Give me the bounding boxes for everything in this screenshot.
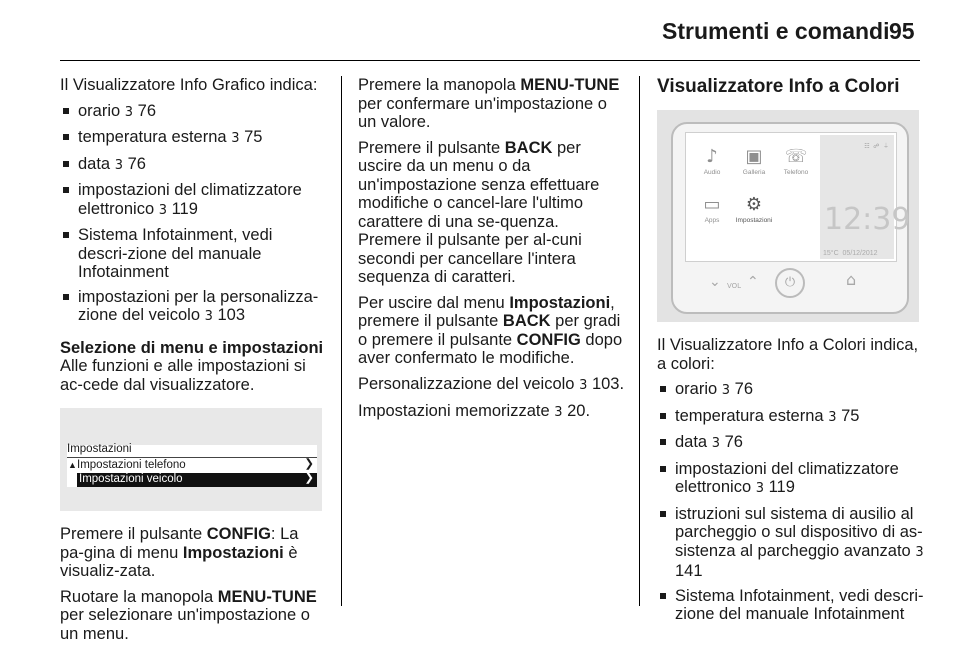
phone-icon: ☏ (784, 146, 808, 167)
intro-text: Il Visualizzatore Info a Colori indica, a colori: (657, 336, 919, 373)
menu-tune-paragraph: Ruotare la manopola MENU-TUNE per selezionare un'impostazione o un menu. (60, 587, 317, 643)
cross-reference-icon: 3 (114, 157, 123, 173)
menu-title: Impostazioni (67, 443, 132, 455)
cross-reference-icon: 3 (579, 377, 588, 393)
volume-label: VOL (727, 282, 742, 290)
chevron-right-icon: ❯ (304, 472, 314, 484)
clock-display: 12:39 (824, 202, 911, 237)
apps-icon: ▭ (703, 194, 721, 215)
list-item: data 3 76 (657, 433, 925, 454)
memorized-settings-ref: Impostazioni memorizzate 3 20. (358, 402, 591, 420)
list-item: Sistema Infotainment, vedi descri-zione del manuale Infotainment (657, 587, 925, 624)
confirm-paragraph: Premere la manopola MENU-TUNE per confermare un'impostazione o un valore. (358, 76, 620, 131)
back-paragraph: Premere il pulsante BACK per uscire da un menu o da un'impostazione senza effettuare modifiche o cancel-lare l'ultimo carattere di una se-quenza. Premere il pulsante per al-cuni secondi per cancellare l'intera sequenza di caratteri. (358, 138, 600, 286)
list-item: impostazioni per la personalizza-zione del veicolo 3 103 (60, 288, 324, 327)
volume-down-icon[interactable]: ⌄ (709, 274, 721, 290)
home-tiles (688, 135, 820, 259)
gear-icon: ⚙ (745, 194, 763, 215)
color-info-display-figure (657, 110, 919, 322)
list-item: impostazioni del climatizzatore elettronico 3 119 (657, 460, 925, 499)
page-number: 95 (889, 18, 915, 44)
tile-audio[interactable]: ♪ Audio (692, 145, 732, 189)
list-item: impostazioni del climatizzatore elettronico 3 119 (60, 181, 324, 220)
vehicle-personalization-ref: Personalizzazione del veicolo 3 103. (358, 374, 625, 393)
caret-up-icon: ▲ (68, 460, 77, 470)
tile-apps[interactable]: ▭ Apps (692, 193, 732, 237)
display-bezel (671, 122, 909, 314)
status-icons: ☷ ☍ ⏚ (864, 144, 890, 150)
menu-screen (67, 445, 317, 487)
column-3 (657, 76, 925, 636)
column-divider-1 (341, 76, 342, 606)
subheading-text: Alle funzioni e alle impostazioni si ac-cede dal visualizzatore. (60, 357, 306, 394)
gallery-icon: ▣ (745, 146, 763, 167)
list-item: istruzioni sul sistema di ausilio al parcheggio o sul dispositivo di as-sistenza al parcheggio avanzato 3 141 (657, 505, 925, 581)
column-divider-2 (639, 76, 640, 606)
page-header (0, 0, 960, 62)
power-icon[interactable]: ⏻ (775, 268, 805, 298)
exit-paragraph: Per uscire dal menu Impostazioni, premere il pulsante BACK per gradi o premere il pulsante CONFIG dopo aver confermato le modifiche. (358, 293, 623, 367)
cross-reference-icon: 3 (828, 409, 837, 425)
config-paragraph: Premere il pulsante CONFIG: La pa-gina di menu Impostazioni è visualiz-zata. (60, 525, 299, 580)
cross-reference-icon: 3 (755, 481, 765, 496)
display-controls (683, 266, 897, 300)
cross-reference-icon: 3 (158, 202, 168, 218)
list-item: temperatura esterna 3 75 (60, 128, 324, 149)
list-item: Sistema Infotainment, vedi descri-zione del manuale Infotainment (60, 226, 324, 282)
chevron-right-icon: ❯ (304, 458, 314, 470)
music-note-icon: ♪ (706, 146, 718, 167)
column-2 (358, 76, 626, 430)
list-item: orario 3 76 (657, 380, 925, 401)
list-item: orario 3 76 (60, 102, 324, 123)
clock-panel (820, 135, 911, 259)
list-item: data 3 76 (60, 155, 324, 176)
cross-reference-icon: 3 (915, 544, 924, 560)
column-1 (60, 76, 324, 650)
page-title: Strumenti e comandi (662, 18, 890, 44)
cross-reference-icon: 3 (721, 383, 731, 398)
date-display: 15°C 05/12/2012 (823, 250, 878, 257)
menu-divider (67, 457, 317, 458)
intro-text: Il Visualizzatore Info Grafico indica: (60, 76, 318, 94)
tile-phone[interactable]: ☏ Telefono (776, 145, 816, 189)
cross-reference-icon: 3 (204, 309, 213, 324)
menu-item-vehicle-settings[interactable]: Impostazioni veicolo ❯ (77, 473, 317, 487)
cross-reference-icon: 3 (231, 131, 240, 146)
section-title: Visualizzatore Info a Colori (657, 76, 900, 97)
menu-item-phone-settings[interactable]: ▲ Impostazioni telefono ❯ (68, 458, 314, 471)
volume-up-icon[interactable]: ⌃ (747, 274, 759, 290)
section-subheading: Selezione di menu e impostazioni (60, 338, 324, 357)
tile-settings[interactable]: ⚙ Impostazioni (735, 194, 773, 224)
settings-menu-figure (60, 408, 322, 511)
color-display-list (657, 380, 925, 624)
header-divider (60, 60, 920, 61)
cross-reference-icon: 3 (711, 436, 720, 451)
home-icon[interactable]: ⌂ (846, 270, 857, 289)
cross-reference-icon: 3 (554, 405, 563, 420)
list-item: temperatura esterna 3 75 (657, 407, 925, 428)
cross-reference-icon: 3 (124, 104, 134, 120)
graphic-display-list (60, 102, 324, 327)
display-screen (685, 132, 911, 262)
tile-gallery[interactable]: ▣ Galleria (734, 145, 774, 189)
